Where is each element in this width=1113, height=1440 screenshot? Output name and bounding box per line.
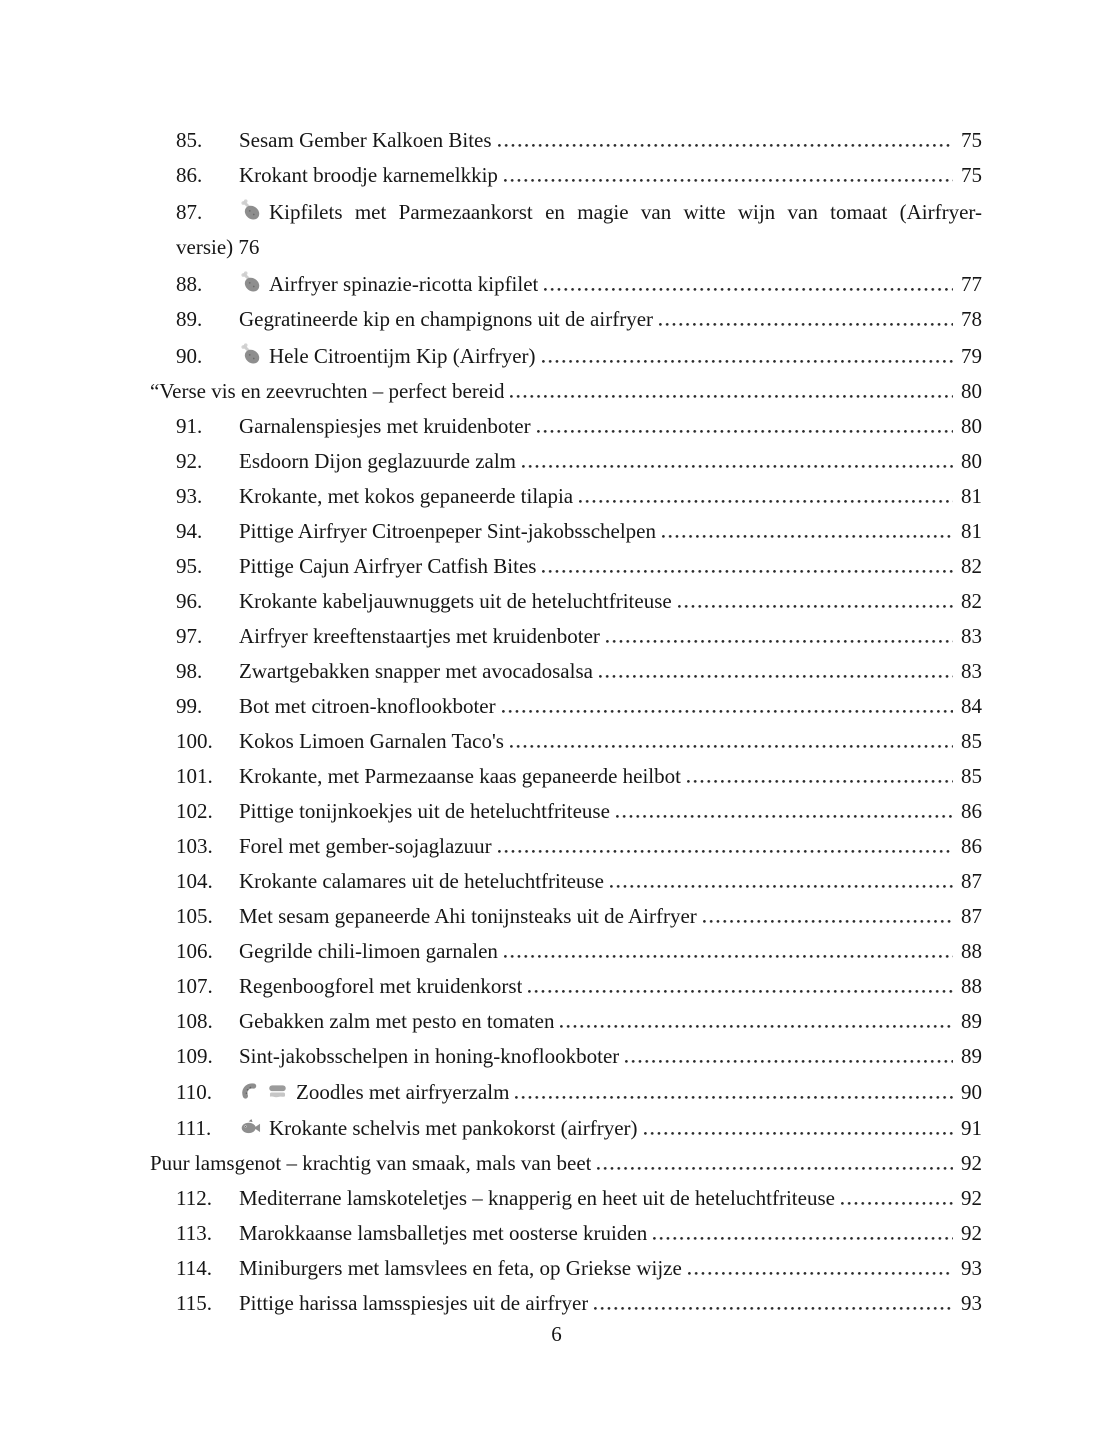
toc-entry (150, 268, 982, 298)
entry-title: Miniburgers met lamsvlees en feta, op Griekse wijze (239, 1256, 682, 1280)
entry-page-number: 90 (961, 1080, 982, 1104)
toc-entry (150, 762, 982, 790)
entry-number: 113. (176, 1221, 212, 1245)
entry-page-number: 87 (961, 904, 982, 928)
dot-leader (504, 955, 953, 958)
entry-number: 101. (176, 764, 213, 788)
dot-leader (515, 1096, 953, 1099)
entry-title: Krokante, met Parmezaanse kaas gepaneerde heilbot (239, 764, 681, 788)
entry-page-number: 86 (961, 834, 982, 858)
dot-leader (522, 465, 953, 468)
toc-entry (150, 126, 982, 154)
entry-page-number: 83 (961, 659, 982, 683)
entry-title: Forel met gember-sojaglazuur (239, 834, 492, 858)
entry-page-number: 81 (961, 519, 982, 543)
entry-title: Krokant broodje karnemelkkip (239, 163, 498, 187)
entry-icons (239, 343, 262, 366)
entry-page-number: 85 (961, 729, 982, 753)
dot-leader (659, 323, 953, 326)
table-of-contents (150, 126, 982, 1324)
entry-number: 111. (176, 1116, 212, 1140)
toc-entry (150, 447, 982, 475)
entry-icons (239, 1080, 289, 1102)
entry-title: Pittige Cajun Airfryer Catfish Bites (239, 554, 537, 578)
entry-page-number: 91 (961, 1116, 982, 1140)
dot-leader (498, 144, 953, 147)
toc-entry (150, 1289, 982, 1317)
entry-title: Pittige Airfryer Citroenpeper Sint-jakobsschelpen (239, 519, 656, 543)
dot-leader (498, 850, 953, 853)
dot-leader (560, 1025, 953, 1028)
fish-icon (239, 1116, 262, 1138)
entry-page-number: 83 (961, 624, 982, 648)
entry-page-number: 87 (961, 869, 982, 893)
entry-page-number: 92 (961, 1221, 982, 1245)
entry-title: Gegratineerde kip en champignons uit de airfryer (239, 307, 654, 331)
entry-title: Marokkaanse lamsballetjes met oosterse kruiden (239, 1221, 648, 1245)
entry-page-number: 93 (961, 1291, 982, 1315)
entry-page-number: 82 (961, 589, 982, 613)
entry-title: Esdoorn Dijon geglazuurde zalm (239, 449, 516, 473)
entry-page-number: 78 (961, 307, 982, 331)
dot-leader (662, 535, 953, 538)
entry-title: Kipfilets met Parmezaankorst en magie van witte wijn van tomaat (Airfryer- (269, 200, 982, 224)
entry-page-number: 88 (961, 939, 982, 963)
toc-entry (150, 196, 982, 226)
section-heading-title: “Verse vis en zeevruchten – perfect bereid (150, 379, 505, 403)
toc-section-heading (150, 1149, 982, 1177)
entry-title: Krokante, met kokos gepaneerde tilapia (239, 484, 574, 508)
entry-title: Gegrilde chili-limoen garnalen (239, 939, 498, 963)
entry-number: 110. (176, 1080, 212, 1104)
entry-number: 94. (176, 519, 203, 543)
toc-entry (150, 1254, 982, 1282)
toc-entry (150, 1042, 982, 1070)
entry-number: 108. (176, 1009, 213, 1033)
dot-leader (616, 815, 953, 818)
dot-leader (510, 395, 953, 398)
dot-leader (502, 710, 953, 713)
footer-page-number: 6 (551, 1322, 562, 1346)
dot-leader (687, 780, 953, 783)
toc-entry (150, 161, 982, 189)
entry-title: Hele Citroentijm Kip (Airfryer) (269, 344, 536, 368)
entry-title: Garnalenspiesjes met kruidenboter (239, 414, 531, 438)
toc-entry (150, 1219, 982, 1247)
entry-title: Krokante kabeljauwnuggets uit de heteluchtfriteuse (239, 589, 672, 613)
entry-number: 95. (176, 554, 203, 578)
entry-number: 107. (176, 974, 213, 998)
toc-entry (150, 937, 982, 965)
entry-number: 97. (176, 624, 203, 648)
entry-page-number: 92 (961, 1186, 982, 1210)
entry-page-number: 75 (961, 163, 982, 187)
entry-page-number: 86 (961, 799, 982, 823)
toc-entry (150, 972, 982, 1000)
entry-page-number: 88 (961, 974, 982, 998)
entry-title: Bot met citroen-knoflookboter (239, 694, 496, 718)
entry-number: 96. (176, 589, 203, 613)
entry-title: Gebakken zalm met pesto en tomaten (239, 1009, 555, 1033)
toc-entry (150, 657, 982, 685)
toc-entry (150, 832, 982, 860)
entry-number: 88. (176, 272, 203, 296)
entry-page-number: 79 (961, 344, 982, 368)
toc-entry (150, 727, 982, 755)
entry-page-number: 89 (961, 1009, 982, 1033)
entry-page-number: 84 (961, 694, 982, 718)
entry-number: 109. (176, 1044, 213, 1068)
dot-leader (610, 885, 953, 888)
entry-page-number: 77 (961, 272, 982, 296)
toc-entry (150, 622, 982, 650)
entry-page-number: 75 (961, 128, 982, 152)
dot-leader (597, 1167, 953, 1170)
drumstick-icon (239, 199, 262, 222)
entry-icons (239, 1116, 262, 1138)
toc-entry (150, 1007, 982, 1035)
entry-title: Kokos Limoen Garnalen Taco's (239, 729, 504, 753)
entry-number: 98. (176, 659, 203, 683)
toc-entry (150, 867, 982, 895)
section-page-number: 80 (961, 379, 982, 403)
entry-number: 99. (176, 694, 203, 718)
entry-page-number: 80 (961, 449, 982, 473)
entry-title-continuation: versie) 76 (176, 235, 260, 259)
entry-page-number: 82 (961, 554, 982, 578)
entry-number: 90. (176, 344, 203, 368)
entry-page-number: 89 (961, 1044, 982, 1068)
dot-leader (678, 605, 953, 608)
dot-leader (841, 1202, 953, 1205)
entry-number: 114. (176, 1256, 212, 1280)
entry-title: Krokante calamares uit de heteluchtfriteuse (239, 869, 604, 893)
entry-number: 115. (176, 1291, 212, 1315)
toc-entry (150, 482, 982, 510)
toc-entry (150, 1113, 982, 1142)
entry-page-number: 81 (961, 484, 982, 508)
page-footer (0, 1322, 1113, 1347)
toc-section-heading (150, 377, 982, 405)
drumstick-icon (239, 343, 262, 366)
entry-icons (239, 271, 262, 294)
dot-leader (644, 1132, 953, 1135)
toc-entry (150, 692, 982, 720)
entry-number: 100. (176, 729, 213, 753)
entry-page-number: 93 (961, 1256, 982, 1280)
entry-number: 86. (176, 163, 203, 187)
dot-leader (653, 1237, 953, 1240)
entry-number: 93. (176, 484, 203, 508)
entry-page-number: 85 (961, 764, 982, 788)
dot-leader (703, 920, 953, 923)
dot-leader (537, 430, 953, 433)
section-page-number: 92 (961, 1151, 982, 1175)
entry-title: Airfryer spinazie-ricotta kipfilet (269, 272, 539, 296)
entry-title: Krokante schelvis met pankokorst (airfryer) (269, 1116, 638, 1140)
dot-leader (542, 360, 954, 363)
drumstick-icon (239, 271, 262, 294)
entry-title: Zwartgebakken snapper met avocadosalsa (239, 659, 593, 683)
entry-number: 85. (176, 128, 203, 152)
dot-leader (606, 640, 953, 643)
entry-title: Zoodles met airfryerzalm (296, 1080, 510, 1104)
dot-leader (579, 500, 953, 503)
entry-number: 87. (176, 200, 203, 224)
dot-leader (625, 1060, 953, 1063)
entry-icons (239, 199, 262, 222)
dot-leader (504, 179, 953, 182)
entry-number: 92. (176, 449, 203, 473)
sushi-icon (266, 1080, 289, 1102)
entry-page-number: 80 (961, 414, 982, 438)
entry-number: 89. (176, 307, 203, 331)
entry-number: 104. (176, 869, 213, 893)
toc-entry (150, 797, 982, 825)
dot-leader (542, 570, 953, 573)
entry-number: 106. (176, 939, 213, 963)
toc-entry (150, 902, 982, 930)
dot-leader (510, 745, 953, 748)
entry-title: Regenboogforel met kruidenkorst (239, 974, 523, 998)
entry-title: Mediterrane lamskoteletjes – knapperig en heet uit de heteluchtfriteuse (239, 1186, 835, 1210)
entry-title: Pittige harissa lamsspiesjes uit de airfryer (239, 1291, 589, 1315)
dot-leader (688, 1272, 953, 1275)
entry-title: Airfryer kreeftenstaartjes met kruidenboter (239, 624, 600, 648)
dot-leader (594, 1307, 953, 1310)
entry-title: Sesam Gember Kalkoen Bites (239, 128, 492, 152)
shrimp-icon (239, 1080, 261, 1102)
toc-entry (150, 412, 982, 440)
toc-entry (150, 552, 982, 580)
entry-number: 103. (176, 834, 213, 858)
toc-entry (150, 587, 982, 615)
entry-number: 112. (176, 1186, 212, 1210)
section-heading-title: Puur lamsgenot – krachtig van smaak, mals van beet (150, 1151, 592, 1175)
toc-entry (150, 1077, 982, 1106)
dot-leader (599, 675, 953, 678)
entry-number: 91. (176, 414, 203, 438)
entry-title: Pittige tonijnkoekjes uit de heteluchtfriteuse (239, 799, 610, 823)
entry-number: 102. (176, 799, 213, 823)
toc-entry (150, 517, 982, 545)
entry-title: Sint-jakobsschelpen in honing-knoflookboter (239, 1044, 620, 1068)
entry-number: 105. (176, 904, 213, 928)
dot-leader (544, 288, 953, 291)
toc-entry (150, 340, 982, 370)
entry-title: Met sesam gepaneerde Ahi tonijnsteaks uit de Airfryer (239, 904, 697, 928)
toc-entry (150, 305, 982, 333)
toc-entry (150, 1184, 982, 1212)
dot-leader (528, 990, 953, 993)
